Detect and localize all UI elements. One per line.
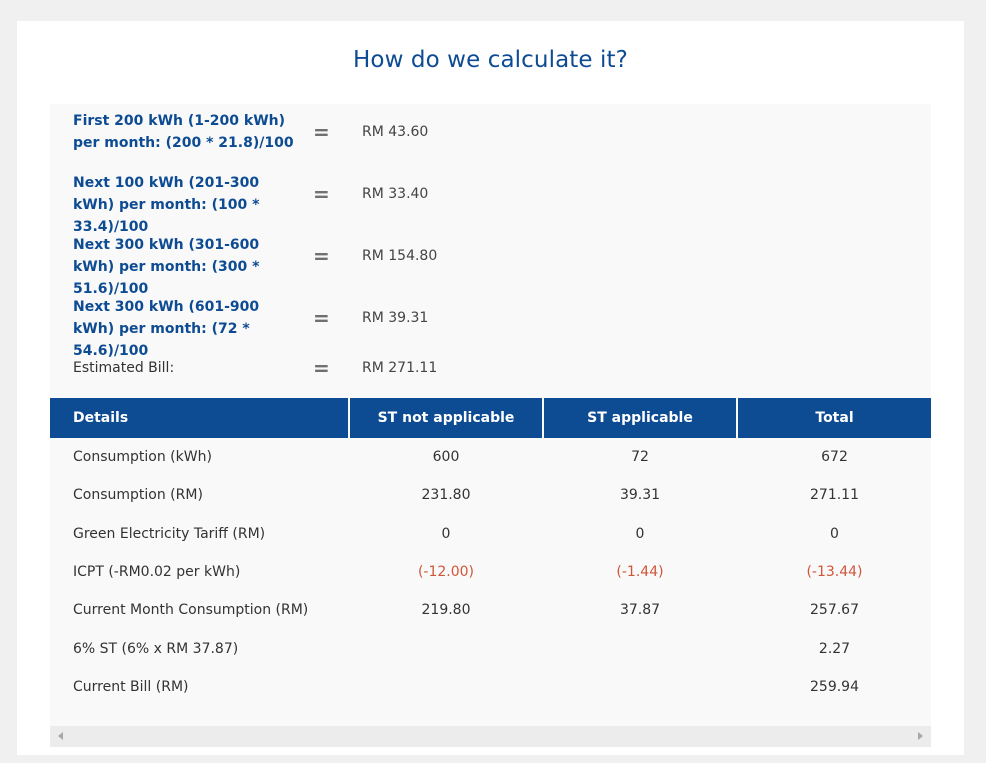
cell-st-not-applicable: 0 — [441, 526, 451, 542]
cell-st-applicable — [544, 630, 736, 668]
table-row — [50, 591, 931, 629]
cell-st-not-applicable: 219.80 — [421, 602, 471, 618]
header-st-not-applicable: ST not applicable — [350, 398, 542, 438]
equals-sign: = — [313, 244, 330, 268]
table-row — [50, 438, 931, 476]
triangle-left-icon[interactable] — [58, 732, 63, 740]
cell-st-not-applicable: 231.80 — [421, 487, 471, 503]
calculation-panel — [50, 104, 931, 398]
cell-st-applicable: 37.87 — [619, 602, 661, 618]
equals-sign: = — [313, 182, 330, 206]
calc-value: RM 154.80 — [362, 248, 438, 264]
cell-st-not-applicable: (-12.00) — [417, 564, 475, 580]
cell-total: 2.27 — [818, 641, 851, 657]
cell-total: 257.67 — [810, 602, 859, 618]
table-row — [50, 630, 931, 668]
calc-value: RM 33.40 — [362, 186, 429, 202]
table-row — [50, 515, 931, 553]
calc-label: Next 300 kWh (601-900 kWh) per month: (72 * 54.6)/100 — [73, 299, 260, 359]
cell-total: 271.11 — [810, 487, 859, 503]
calc-value: RM 39.31 — [362, 310, 429, 326]
cell-total: 0 — [830, 526, 839, 542]
table-header — [50, 398, 931, 438]
equals-sign: = — [313, 306, 330, 330]
cell-st-applicable: 39.31 — [619, 487, 661, 503]
header-total: Total — [738, 398, 931, 438]
cell-st-applicable — [544, 668, 736, 706]
cell-st-applicable: 0 — [635, 526, 645, 542]
calc-label: Next 300 kWh (301-600 kWh) per month: (300 * 51.6)/100 — [73, 237, 260, 297]
row-detail: Current Month Consumption (RM) — [73, 602, 309, 618]
bill-table — [50, 398, 931, 726]
cell-st-applicable: 72 — [631, 449, 649, 465]
row-detail: ICPT (-RM0.02 per kWh) — [73, 564, 241, 580]
table-row — [50, 553, 931, 591]
cell-st-not-applicable — [350, 668, 542, 706]
row-detail: Consumption (kWh) — [73, 449, 212, 465]
cell-st-not-applicable — [350, 630, 542, 668]
table-row — [50, 668, 931, 706]
calc-label: First 200 kWh (1-200 kWh) per month: (200 * 21.8)/100 — [73, 113, 294, 151]
horizontal-scrollbar[interactable] — [50, 726, 931, 747]
cell-total: 672 — [821, 449, 848, 465]
row-detail: Current Bill (RM) — [73, 679, 189, 695]
cell-st-not-applicable: 600 — [432, 449, 460, 465]
calc-value: RM 43.60 — [362, 124, 429, 140]
row-detail: Consumption (RM) — [73, 487, 203, 503]
triangle-right-icon[interactable] — [918, 732, 923, 740]
cell-total: (-13.44) — [806, 564, 863, 580]
row-detail: 6% ST (6% x RM 37.87) — [73, 641, 239, 657]
header-details: Details — [50, 398, 348, 438]
cell-total: 259.94 — [810, 679, 859, 695]
calculation-card — [17, 21, 964, 755]
calc-label: Next 100 kWh (201-300 kWh) per month: (100 * 33.4)/100 — [73, 175, 260, 235]
page-title: How do we calculate it? — [353, 47, 628, 73]
calc-value: RM 271.11 — [362, 360, 438, 376]
equals-sign: = — [313, 120, 330, 144]
row-detail: Green Electricity Tariff (RM) — [73, 526, 266, 542]
header-st-applicable: ST applicable — [544, 398, 736, 438]
calc-label: Estimated Bill: — [73, 360, 175, 376]
table-row — [50, 476, 931, 514]
cell-st-applicable: (-1.44) — [616, 564, 664, 580]
equals-sign: = — [313, 356, 330, 380]
